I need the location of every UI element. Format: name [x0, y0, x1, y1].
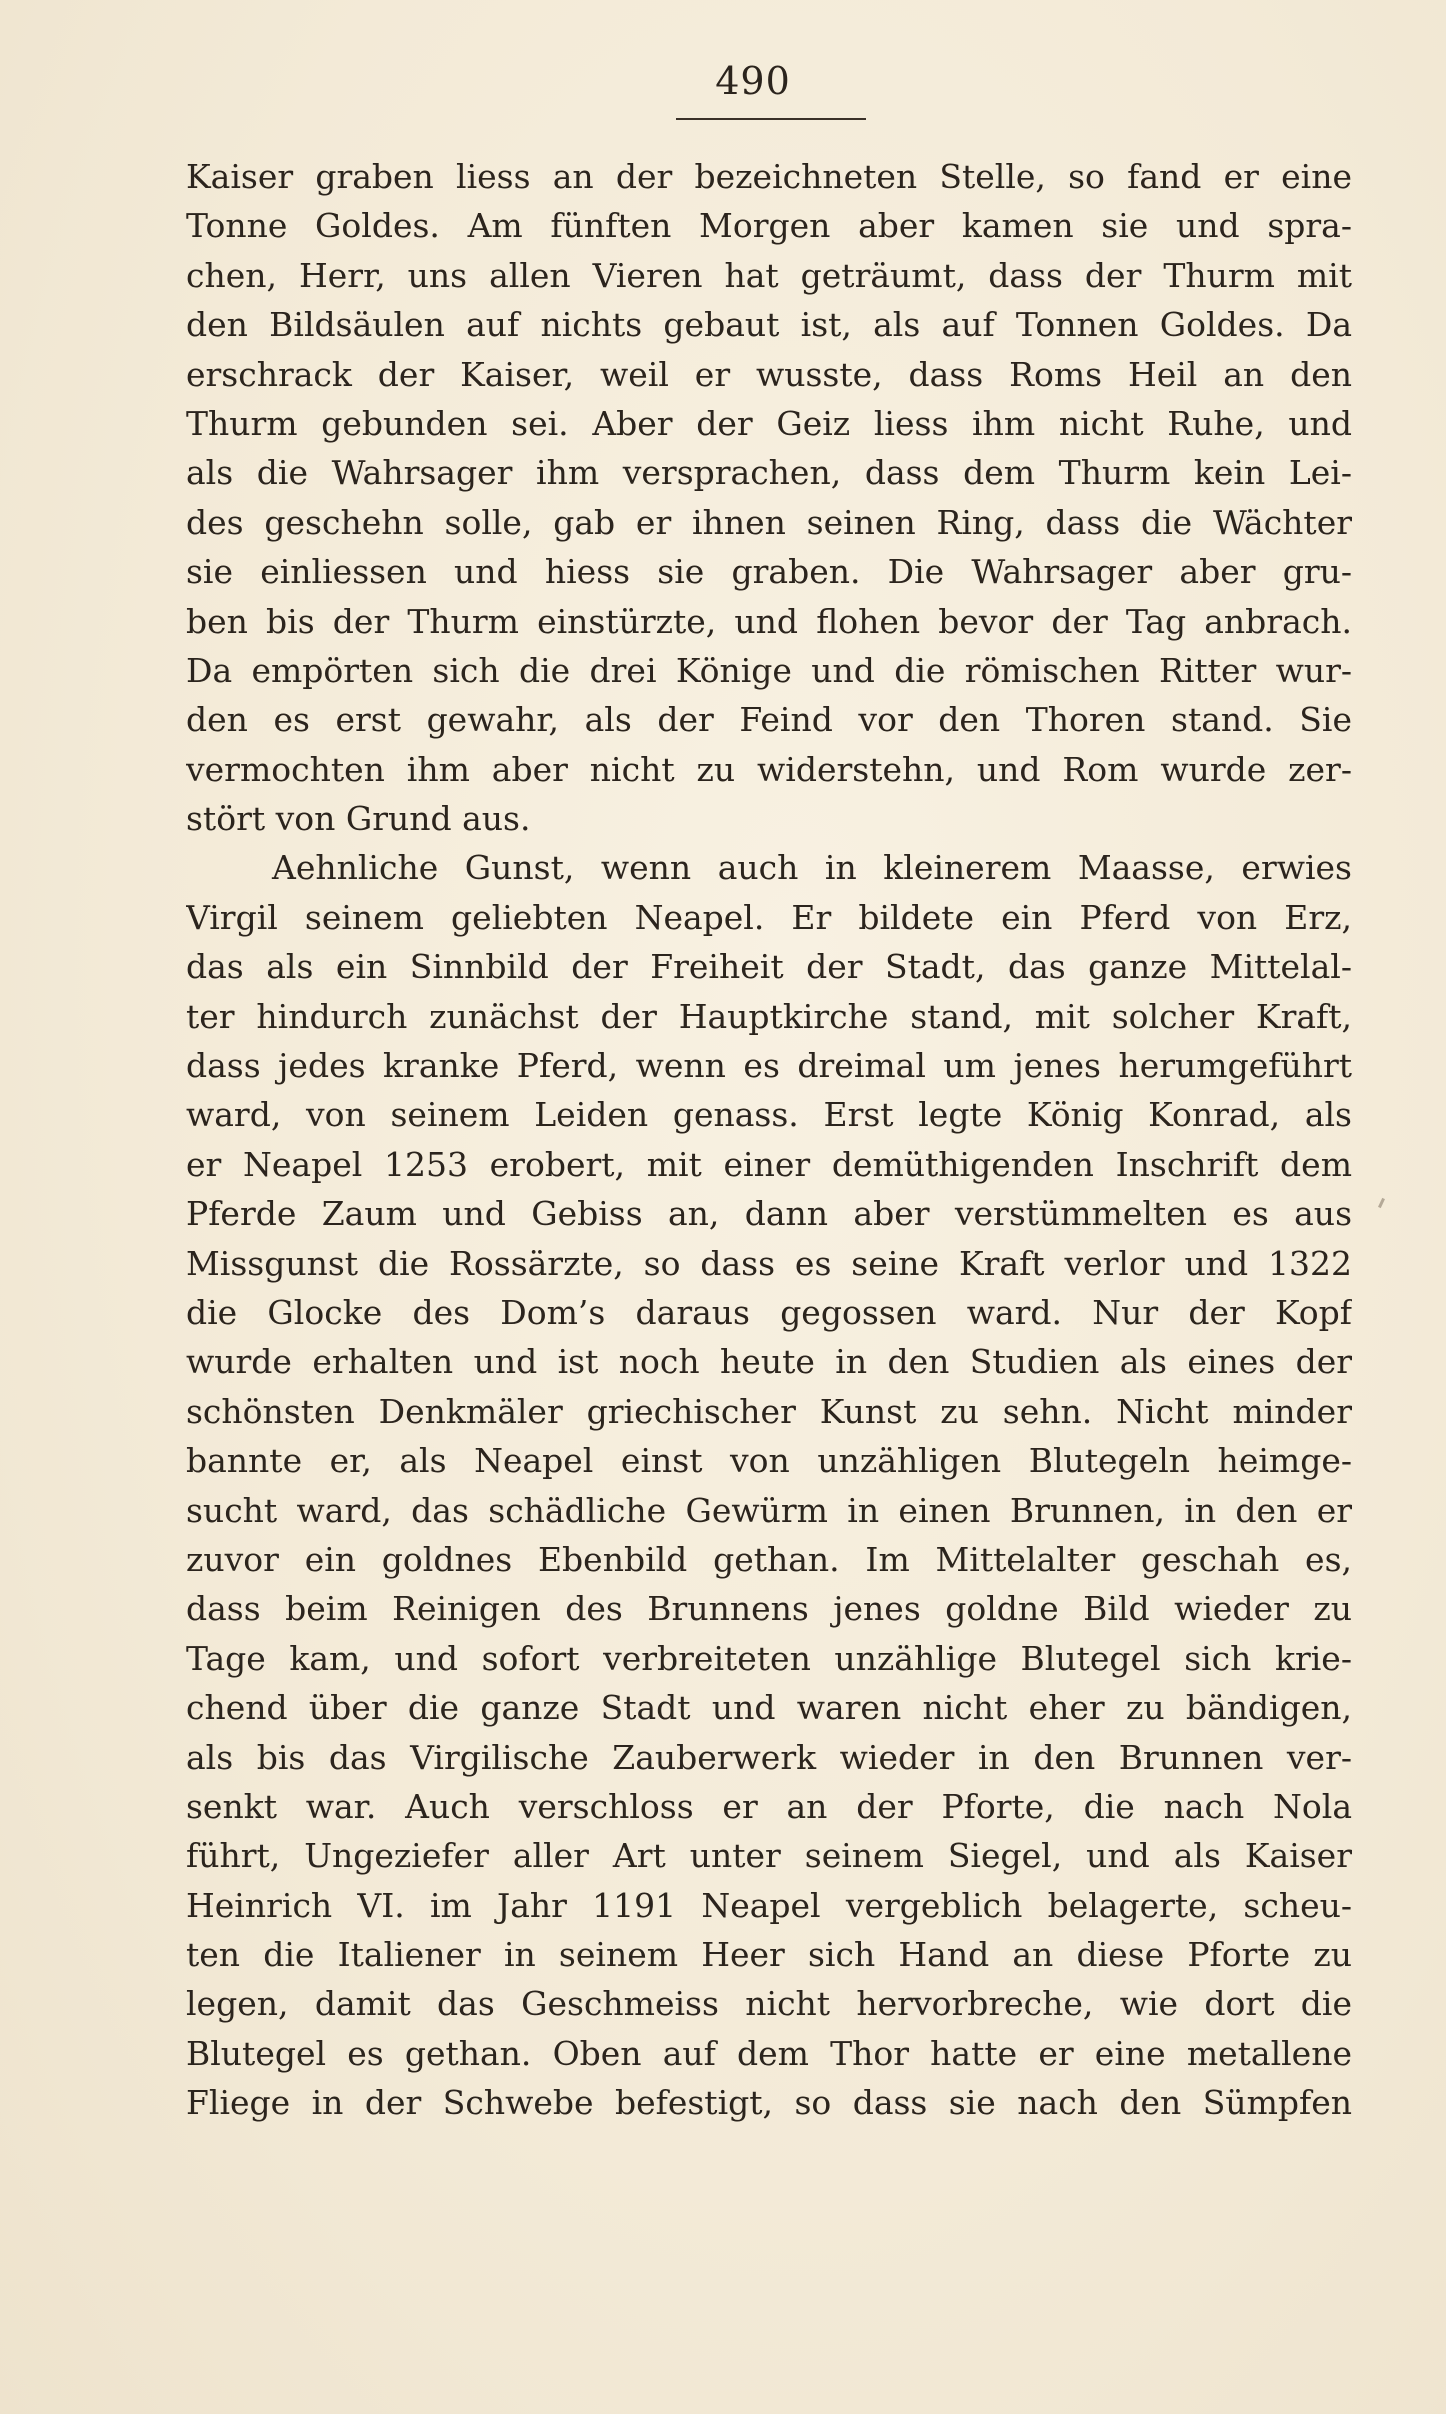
text-line-22: Pferde Zaum und Gebiss an, dann aber verstümmelten es aus [186, 1194, 1352, 1234]
body-text [186, 152, 1352, 2128]
text-line-4: den Bildsäulen auf nichts gebaut ist, als auf Tonnen Goldes. Da [186, 305, 1352, 345]
text-line-15: Aehnliche Gunst, wenn auch in kleinerem Maasse, erwies [272, 848, 1352, 888]
page-header [0, 58, 1446, 104]
text-line-20: ward, von seinem Leiden genass. Erst legte König Konrad, als [186, 1095, 1352, 1135]
text-line-37: ten die Italiener in seinem Heer sich Hand an diese Pforte zu [186, 1935, 1352, 1975]
text-line-10: ben bis der Thurm einstürzte, und flohen bevor der Tag anbrach. [186, 601, 1352, 641]
text-line-28: sucht ward, das schädliche Gewürm in einen Brunnen, in den er [186, 1490, 1352, 1530]
text-line-21: er Neapel 1253 erobert, mit einer demüthigenden Inschrift dem [186, 1144, 1352, 1184]
page-number: 490 [715, 59, 791, 103]
text-line-2: Tonne Goldes. Am fünften Morgen aber kamen sie und spra- [186, 206, 1352, 246]
text-line-16: Virgil seinem geliebten Neapel. Er bildete ein Pferd von Erz, [186, 897, 1352, 937]
text-line-23: Missgunst die Rossärzte, so dass es seine Kraft verlor und 1322 [186, 1243, 1352, 1283]
text-line-7: als die Wahrsager ihm versprachen, dass dem Thurm kein Lei- [186, 453, 1352, 493]
text-line-1: Kaiser graben liess an der bezeichneten Stelle, so fand er eine [186, 157, 1352, 196]
header-rule [676, 118, 866, 120]
text-line-36: Heinrich VI. im Jahr 1191 Neapel vergeblich belagerte, scheu- [186, 1885, 1352, 1925]
text-line-11: Da empörten sich die drei Könige und die römischen Ritter wur- [186, 650, 1352, 690]
text-line-8: des geschehn solle, gab er ihnen seinen Ring, dass die Wächter [186, 502, 1352, 542]
text-line-33: als bis das Virgilische Zauberwerk wieder in den Brunnen ver- [186, 1737, 1352, 1777]
text-line-27: bannte er, als Neapel einst von unzähligen Blutegeln heimge- [186, 1441, 1352, 1481]
text-line-5: erschrack der Kaiser, weil er wusste, dass Roms Heil an den [186, 354, 1352, 394]
margin-speck [1378, 1198, 1385, 1208]
text-line-12: den es erst gewahr, als der Feind vor den Thoren stand. Sie [186, 700, 1352, 740]
text-line-39: Blutegel es gethan. Oben auf dem Thor hatte er eine metallene [186, 2033, 1352, 2073]
text-line-32: chend über die ganze Stadt und waren nicht eher zu bändigen, [186, 1688, 1352, 1728]
text-line-18: ter hindurch zunächst der Hauptkirche stand, mit solcher Kraft, [186, 996, 1352, 1036]
text-line-25: wurde erhalten und ist noch heute in den Studien als eines der [186, 1342, 1352, 1382]
text-line-26: schönsten Denkmäler griechischer Kunst zu sehn. Nicht minder [186, 1391, 1352, 1431]
text-line-6: Thurm gebunden sei. Aber der Geiz liess ihm nicht Ruhe, und [186, 403, 1352, 443]
text-line-40: Fliege in der Schwebe befestigt, so dass sie nach den Sümpfen [186, 2083, 1352, 2123]
text-line-24: die Glocke des Dom’s daraus gegossen ward. Nur der Kopf [186, 1292, 1352, 1332]
text-line-38: legen, damit das Geschmeiss nicht hervorbreche, wie dort die [186, 1984, 1352, 2024]
text-line-35: führt, Ungeziefer aller Art unter seinem Siegel, und als Kaiser [186, 1836, 1352, 1876]
text-line-9: sie einliessen und hiess sie graben. Die Wahrsager aber gru- [186, 552, 1352, 592]
text-line-29: zuvor ein goldnes Ebenbild gethan. Im Mittelalter geschah es, [186, 1539, 1352, 1579]
text-line-30: dass beim Reinigen des Brunnens jenes goldne Bild wieder zu [186, 1589, 1352, 1629]
text-line-34: senkt war. Auch verschloss er an der Pforte, die nach Nola [186, 1786, 1352, 1826]
text-line-13: vermochten ihm aber nicht zu widerstehn, und Rom wurde zer- [186, 749, 1352, 789]
text-line-17: das als ein Sinnbild der Freiheit der Stadt, das ganze Mittelal- [186, 947, 1352, 987]
text-line-19: dass jedes kranke Pferd, wenn es dreimal um jenes herumgeführt [186, 1046, 1352, 1086]
text-line-3: chen, Herr, uns allen Vieren hat geträumt, dass der Thurm mit [186, 255, 1352, 295]
text-line-14: stört von Grund aus. [186, 799, 531, 839]
text-line-31: Tage kam, und sofort verbreiteten unzählige Blutegel sich krie- [186, 1638, 1352, 1678]
